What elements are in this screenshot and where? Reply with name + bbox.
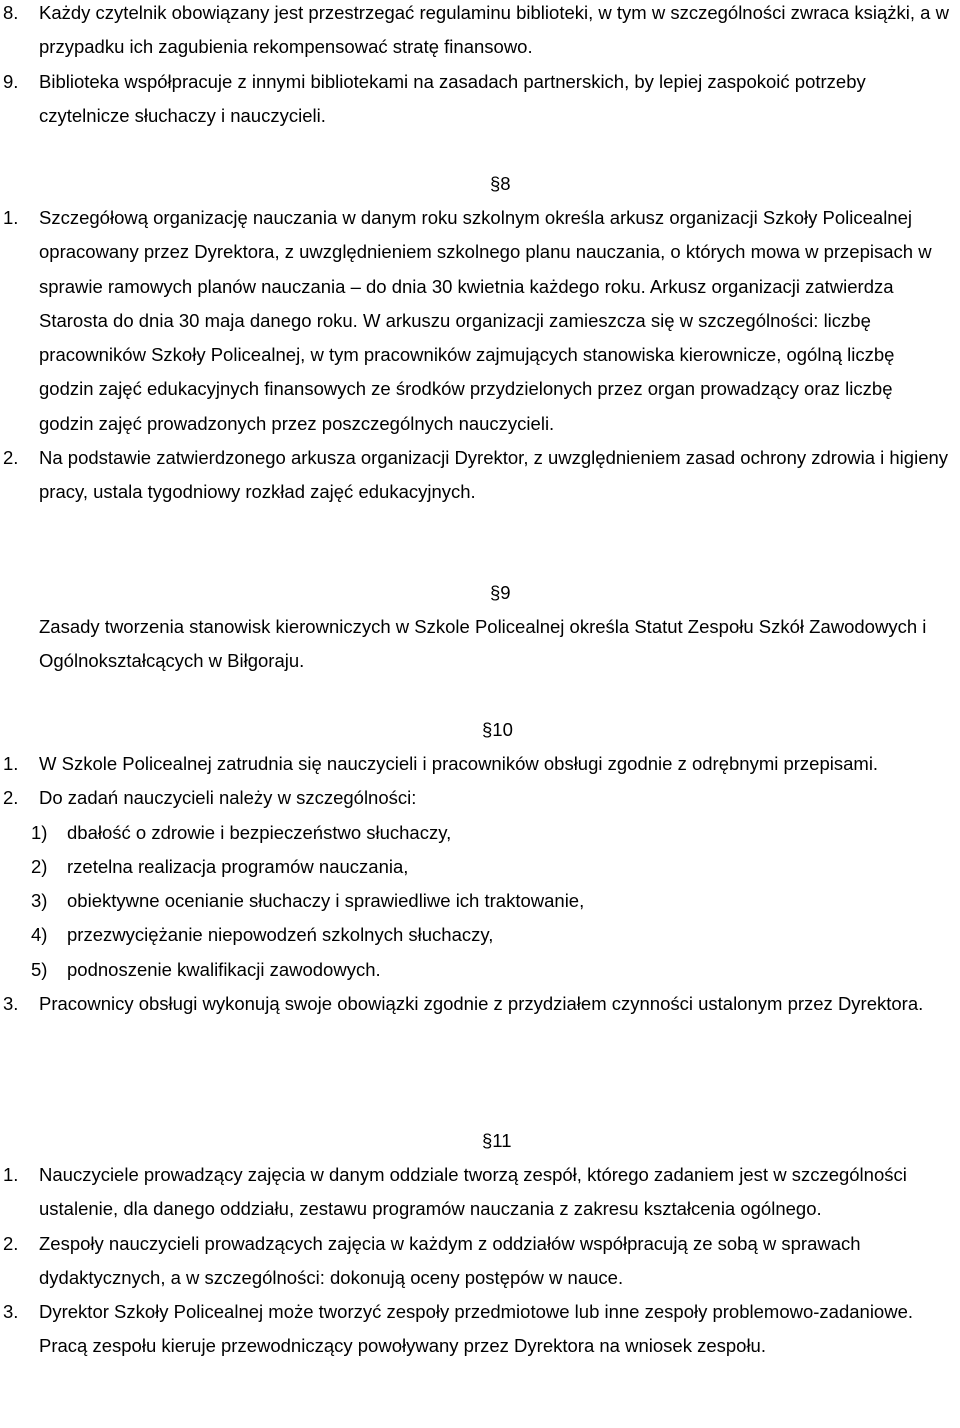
section-heading xyxy=(0,576,960,610)
section-9-heading: §9 xyxy=(490,582,511,603)
list-item xyxy=(0,1295,960,1364)
sub-item-number: 1) xyxy=(31,821,48,843)
item-text: Dyrektor Szkoły Policealnej może tworzyć zespoły przedmiotowe lub inne zespoły problemowo-zadaniowe. Pracą zespołu kieruje przewodniczący powoływany przez Dyrektora na wniosek zespołu. xyxy=(39,1301,914,1357)
list-item xyxy=(0,747,960,781)
item-number: 8. xyxy=(3,2,19,23)
list-item xyxy=(0,1227,960,1296)
item-text: Pracownicy obsługi wykonują swoje obowiązki zgodnie z przydziałem czynności ustalonym przez Dyrektora. xyxy=(39,993,924,1015)
sub-list-item xyxy=(31,816,960,850)
item-text: Szczegółową organizację nauczania w danym roku szkolnym określa arkusz organizacji Szkoły Policealnej opracowany przez Dyrektora, z uwzględnieniem szkolnego planu nauczania, o których mowa w przepisach w sprawie ramowych planów nauczania – do dnia 30 kwietnia każdego roku. Arkusz organizacji zatwierdza Starosta do dnia 30 maja danego roku. W arkuszu organizacji zamieszcza się w szczególności: liczbę pracowników Szkoły Policealnej, w tym pracowników zajmujących stanowiska kierownicze, ogólną liczbę godzin zajęć edukacyjnych finansowych ze środków przydzielonych przez organ prowadzący oraz liczbę godzin zajęć prowadzonych przez poszczególnych nauczycieli. xyxy=(39,207,932,434)
section-heading xyxy=(0,167,960,201)
section-8-heading: §8 xyxy=(490,173,511,194)
item-number: 1. xyxy=(3,1164,19,1185)
item-number: 1. xyxy=(3,753,19,774)
item-text: Nauczyciele prowadzący zajęcia w danym oddziale tworzą zespół, którego zadaniem jest w szczególności ustalenie, dla danego oddziału, zestawu programów nauczania z zakresu kształcenia ogólnego. xyxy=(39,1164,907,1220)
sub-item-number: 3) xyxy=(31,890,48,912)
sub-list-item xyxy=(31,918,960,952)
item-text: Każdy czytelnik obowiązany jest przestrzegać regulaminu biblioteki, w tym w szczególności zwraca książki, a w przypadku ich zagubienia rekompensować stratę finansowo. xyxy=(39,2,949,58)
sub-list-item xyxy=(31,953,960,987)
list-item xyxy=(0,987,960,1021)
list-item xyxy=(0,1158,960,1227)
list-item xyxy=(0,201,960,441)
section-9 xyxy=(0,576,960,679)
item-text: Zespoły nauczycieli prowadzących zajęcia w każdym z oddziałów współpracują ze sobą w sprawach dydaktycznych, a w szczególności: dokonują oceny postępów w nauce. xyxy=(39,1232,861,1288)
item-text: Biblioteka współpracuje z innymi bibliotekami na zasadach partnerskich, by lepiej zaspokoić potrzeby czytelnicze słuchaczy i nauczycieli. xyxy=(39,70,866,126)
list-item xyxy=(0,0,960,65)
item-number: 2. xyxy=(3,787,19,809)
sub-item-text: rzetelna realizacja programów nauczania, xyxy=(67,855,409,877)
sub-list-item xyxy=(31,884,960,918)
item-number: 9. xyxy=(3,70,19,92)
section-11 xyxy=(0,1124,960,1364)
item-number: 2. xyxy=(3,447,19,469)
section-heading xyxy=(0,713,960,747)
section-11-heading: §11 xyxy=(482,1130,512,1151)
list-item xyxy=(0,441,960,510)
list-item xyxy=(0,65,960,134)
sub-list-item xyxy=(31,850,960,884)
section-10 xyxy=(0,713,960,1021)
item-number: 1. xyxy=(3,207,19,228)
sub-item-text: obiektywne ocenianie słuchaczy i sprawiedliwe ich traktowanie, xyxy=(67,890,585,912)
item-number: 2. xyxy=(3,1232,19,1254)
sub-item-number: 2) xyxy=(31,855,48,877)
item-number: 3. xyxy=(3,1301,19,1323)
sub-item-text: dbałość o zdrowie i bezpieczeństwo słuchaczy, xyxy=(67,821,452,843)
sub-item-number: 4) xyxy=(31,924,48,946)
section-8 xyxy=(0,167,960,510)
intro-list xyxy=(0,0,960,133)
sub-item-text: podnoszenie kwalifikacji zawodowych. xyxy=(67,958,381,980)
section-9-text: Zasady tworzenia stanowisk kierowniczych w Szkole Policealnej określa Statut Zespołu Szkół Zawodowych i Ogólnokształcących w Biłgoraju. xyxy=(39,616,927,672)
section-10-heading: §10 xyxy=(482,719,513,740)
item-text: W Szkole Policealnej zatrudnia się nauczycieli i pracowników obsługi zgodnie z odrębnymi przepisami. xyxy=(39,753,879,774)
sub-item-number: 5) xyxy=(31,958,48,980)
item-text: Na podstawie zatwierdzonego arkusza organizacji Dyrektor, z uwzględnieniem zasad ochrony zdrowia i higieny pracy, ustala tygodniowy rozkład zajęć edukacyjnych. xyxy=(39,447,949,503)
sub-item-text: przezwyciężanie niepowodzeń szkolnych słuchaczy, xyxy=(67,924,494,946)
section-heading xyxy=(0,1124,960,1158)
list-item xyxy=(0,781,960,815)
item-text: Do zadań nauczycieli należy w szczególności: xyxy=(39,787,417,809)
item-number: 3. xyxy=(3,993,19,1015)
